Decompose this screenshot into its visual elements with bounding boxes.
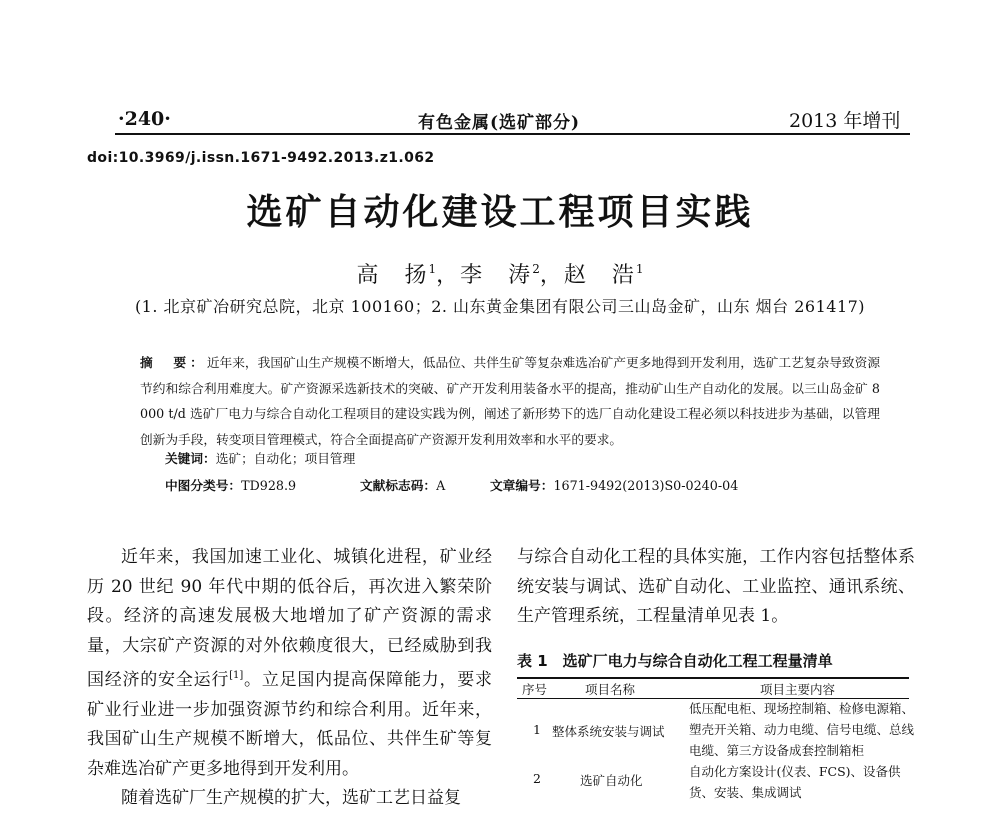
- author-name: 赵 浩: [563, 263, 636, 288]
- table-top-rule: [517, 677, 909, 679]
- document-code: [360, 475, 445, 494]
- table-header-name: 项目名称: [585, 682, 636, 697]
- author-affil-mark: 1: [635, 262, 644, 276]
- table-cell-name: 整体系统安装与调试: [552, 724, 665, 739]
- affiliations: (1. 北京矿冶研究总院，北京 100160；2. 山东黄金集团有限公司三山岛金矿，山东 烟台 261417): [134, 297, 866, 316]
- article-number-label: 文章编号：: [490, 478, 554, 493]
- article-number-value: 1671-9492(2013)S0-0240-04: [553, 478, 739, 493]
- abstract: [140, 350, 880, 452]
- author-separator: ，: [539, 263, 564, 288]
- doc-code-label: 文献标志码：: [360, 478, 437, 493]
- table-header-no: 序号: [522, 682, 548, 697]
- author-affil-mark: 2: [532, 262, 540, 276]
- table-cell-content: 低压配电柜、现场控制箱、检修电源箱、塑壳开关箱、动力电缆、信号电缆、总线电缆、第三方设备成套控制箱柜: [689, 701, 915, 758]
- page-number: ·240·: [118, 108, 171, 130]
- table-header-content: 项目主要内容: [760, 682, 836, 697]
- article-number: [490, 475, 738, 494]
- body-right-column: [517, 543, 915, 632]
- author-affil-mark: 1: [428, 262, 437, 276]
- doc-code-value: A: [436, 478, 446, 493]
- body-left-column: [87, 543, 492, 814]
- header-rule: [115, 133, 910, 135]
- clc-value: TD928.9: [241, 478, 297, 493]
- body-paragraph: [87, 543, 492, 784]
- clc-label: 中图分类号：: [165, 478, 242, 493]
- table-caption: 表 1 选矿厂电力与综合自动化工程工程量清单: [517, 652, 833, 670]
- abstract-text: 近年来，我国矿山生产规模不断增大，低品位、共伴生矿等复杂难选冶矿产更多地得到开发利用，选矿工艺复杂导致资源节约和综合利用难度大。矿产资源采选新技术的突破、矿产开发利用装备水平的提高，推动矿山生产自动化的发展。以三山岛金矿 8 000 t/d 选矿厂电力与综合自动化工程项目的建设实践为例，阐述了新形势下的选厂自动化建设工程必须以科技进步为基础，以管理创新为手段，转变项目管理模式，符合全面提高矿产资源开发利用效率和水平的要求。: [140, 355, 881, 447]
- doi: doi:10.3969/j.issn.1671-9492.2013.z1.062: [87, 150, 435, 166]
- keywords-label: 关键词：: [165, 451, 216, 466]
- keywords: [165, 448, 355, 467]
- citation-ref: [1]: [229, 670, 244, 681]
- author-name: 李 涛: [460, 263, 533, 288]
- body-paragraph: 与综合自动化工程的具体实施，工作内容包括整体系统安装与调试、选矿自动化、工业监控、通讯系统、生产管理系统，工程量清单见表 1。: [517, 547, 915, 626]
- abstract-label: 摘 要：: [140, 355, 207, 370]
- table-cell-no: 1: [533, 722, 541, 737]
- author-name: 高 扬: [356, 263, 429, 288]
- body-paragraph: 随着选矿厂生产规模的扩大，选矿工艺日益复: [121, 788, 461, 808]
- journal-name: 有色金属(选矿部分): [418, 113, 581, 133]
- issue-label: 2013 年增刊: [789, 110, 901, 132]
- author-separator: ，: [436, 263, 461, 288]
- table-cell-name: 选矿自动化: [580, 773, 643, 788]
- author-list: [0, 258, 1000, 289]
- body-text: 近年来，我国加速工业化、城镇化进程，矿业经历 20 世纪 90 年代中期的低谷后，再次进入繁荣阶段。经济的高速发展极大地增加了矿产资源的需求量，大宗矿产资源的对外依赖度很大，已经威胁到我国经济的安全运行: [87, 547, 492, 690]
- body-text: 。立足国内提高保障能力，要求矿业行业进一步加强资源节约和综合利用。近年来，我国矿山生产规模不断增大，低品位、共伴生矿等复杂难选冶矿产更多地得到开发利用。: [87, 670, 493, 779]
- clc-number: [165, 475, 296, 494]
- keywords-text: 选矿；自动化；项目管理: [215, 451, 356, 466]
- table-cell-no: 2: [533, 771, 541, 786]
- table-cell-content: 自动化方案设计(仪表、FCS)、设备供货、安装、集成调试: [689, 764, 901, 800]
- paper-title: 选矿自动化建设工程项目实践: [246, 191, 754, 233]
